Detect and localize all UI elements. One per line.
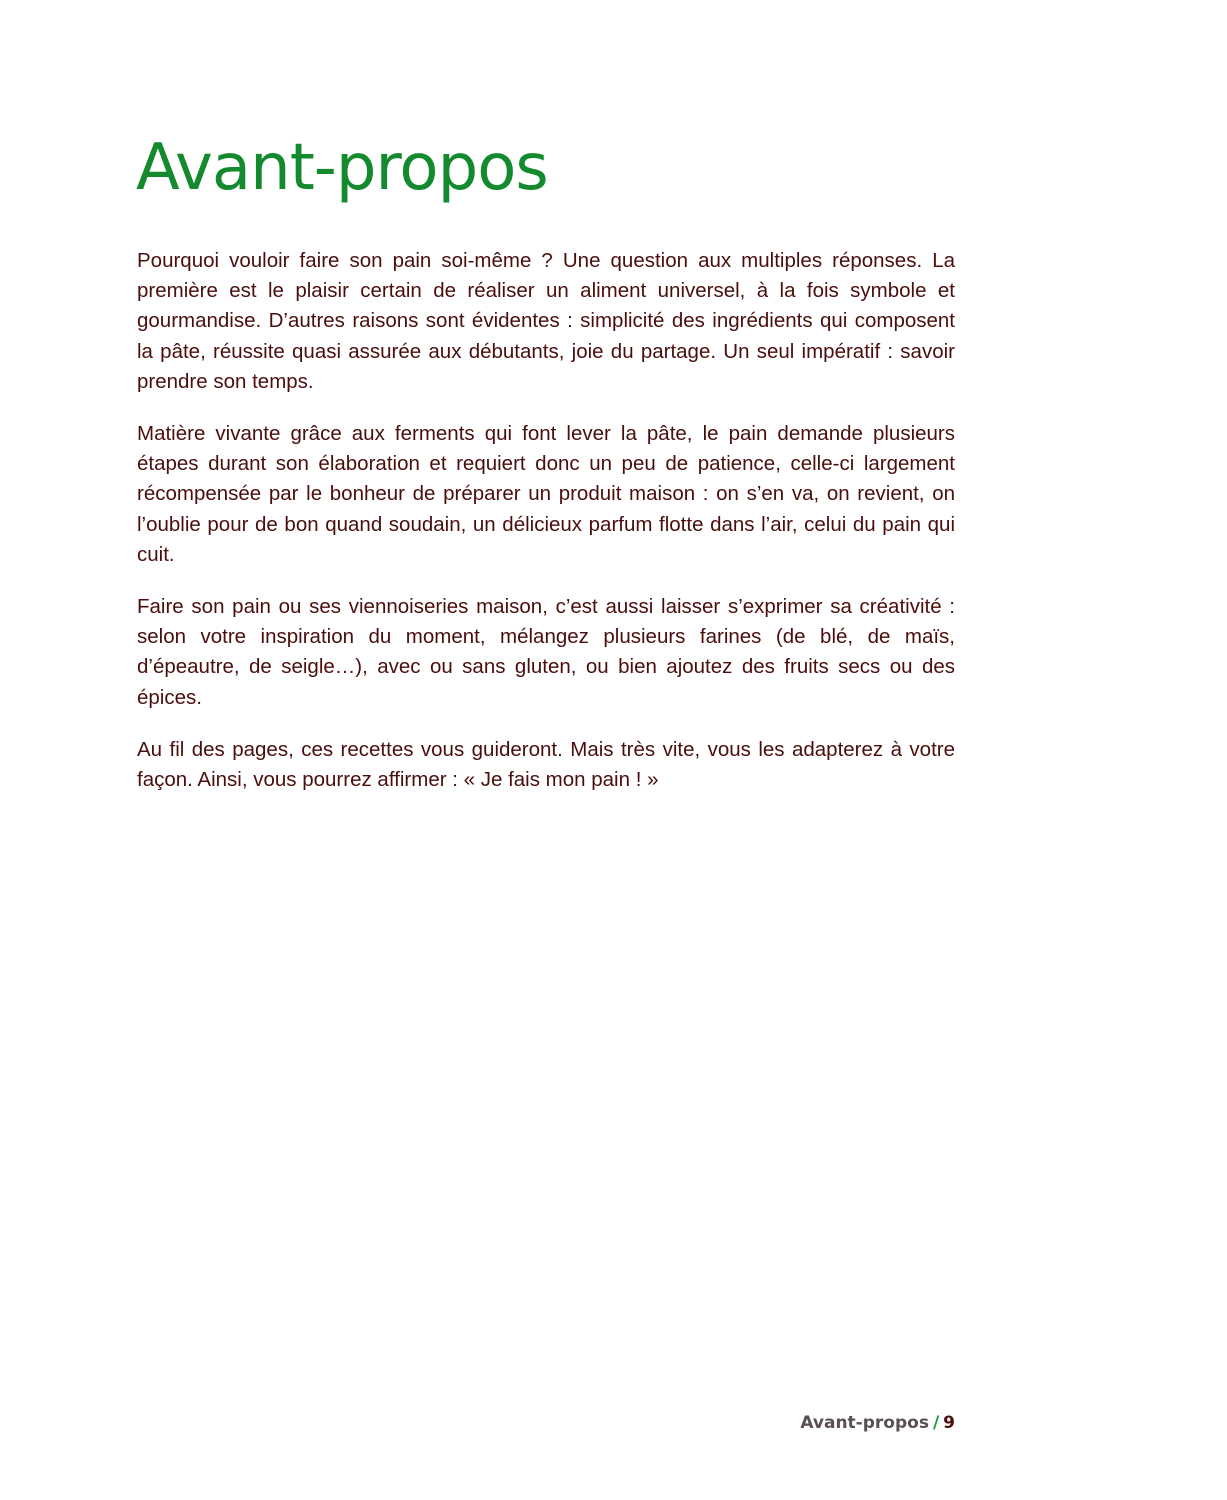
paragraph-3: Faire son pain ou ses viennoiseries maison, c’est aussi laisser s’exprimer sa créativité : selon votre inspiration du moment, mélangez plusieurs farines (de blé, de maïs, d’épeautre, de seigle…), avec ou sans gluten, ou bien ajoutez des fruits secs ou des épices. (137, 595, 955, 709)
footer-separator: / (932, 1413, 940, 1433)
body-text (137, 246, 955, 817)
footer-section-label: Avant-propos (800, 1413, 929, 1433)
paragraph-1: Pourquoi vouloir faire son pain soi-même ? Une question aux multiples réponses. La première est le plaisir certain de réaliser un aliment universel, à la fois symbole et gourmandise. D’autres raisons sont évidentes : simplicité des ingrédients qui composent la pâte, réussite quasi assurée aux débutants, joie du partage. Un seul impératif : savoir prendre son temps. (137, 249, 955, 393)
page-number: 9 (943, 1413, 955, 1433)
page-title: Avant-propos (136, 131, 548, 205)
page-footer (800, 1410, 955, 1436)
paragraph-4: Au fil des pages, ces recettes vous guideront. Mais très vite, vous les adapterez à votre façon. Ainsi, vous pourrez affirmer : « Je fais mon pain ! » (137, 737, 955, 792)
paragraph-2: Matière vivante grâce aux ferments qui font lever la pâte, le pain demande plusieurs étapes durant son élaboration et requiert donc un peu de patience, celle-ci largement récompensée par le bonheur de préparer un produit maison : on s’en va, on revient, on l’oublie pour de bon quand soudain, un délicieux parfum flotte dans l’air, celui du pain qui cuit. (137, 422, 955, 566)
